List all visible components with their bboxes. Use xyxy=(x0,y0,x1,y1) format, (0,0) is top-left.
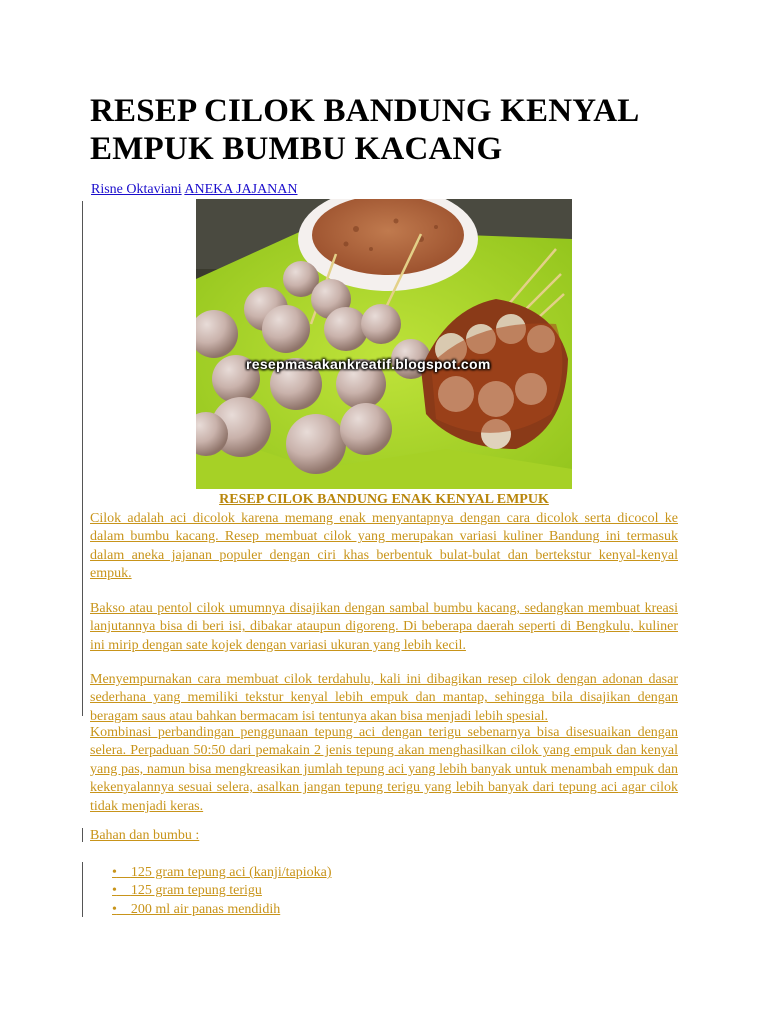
category-link[interactable]: ANEKA JAJANAN xyxy=(184,182,298,197)
list-item xyxy=(112,882,412,900)
bullet-icon: • xyxy=(112,883,117,899)
recipe-photo xyxy=(196,199,572,489)
list-item xyxy=(112,901,412,919)
left-rule-bahan xyxy=(82,828,83,842)
bullet-icon: • xyxy=(112,865,117,880)
list-item xyxy=(112,864,412,882)
left-rule xyxy=(82,201,83,716)
bullet-icon: • xyxy=(112,901,117,917)
image-watermark: resepmasakankreatif.blogspot.com xyxy=(246,356,491,372)
paragraph-2: Bakso atau pentol cilok umumnya disajikan dengan sambal bumbu kacang, sedangkan membuat kreasi lanjutannya bisa di beri isi, dibakar ataupun digoreng. Di beberapa daerah seperti di Bengkulu, kuliner ini mirip dengan sate kojek dengan variasi ukuran yang lebih kecil. xyxy=(90,601,678,653)
paragraph-3: Menyempurnakan cara membuat cilok terdahulu, kali ini dibagikan resep cilok dengan adonan dasar sederhana yang memiliki tekstur kenyal lebih empuk dan mantap, sehingga bila disajikan dengan beragam saus atau bahkan bermacam isi tentunya akan bisa menjadi lebih spesial. xyxy=(90,672,678,724)
paragraph-1: Cilok adalah aci dicolok karena memang enak menyantapnya dengan cara dicolok serta dicocol ke dalam bumbu kacang. Resep membuat cilok yang merupakan variasi kuliner Bandung ini termasuk dalam aneka jajanan populer dengan ciri khas berbentuk bulat-bulat dan bertekstur kenyal-kenyal empuk. xyxy=(90,511,678,582)
image-caption: RESEP CILOK BANDUNG ENAK KENYAL EMPUK xyxy=(219,492,549,507)
ingredients-list xyxy=(112,864,412,919)
ingredient-text: 200 ml air panas mendidih xyxy=(130,901,281,917)
ingredient-text: 125 gram tepung aci (kanji/tapioka) xyxy=(130,865,332,880)
cilok-illustration xyxy=(196,199,572,489)
page-title: RESEP CILOK BANDUNG KENYAL EMPUK BUMBU KACANG xyxy=(90,93,638,167)
ingredient-text: 125 gram tepung terigu xyxy=(130,883,262,899)
paragraph-4: Kombinasi perbandingan penggunaan tepung aci dengan terigu sebenarnya bisa disesuaikan dengan selera. Perpaduan 50:50 dari pemakain 2 jenis tepung akan menghasilkan cilok yang empuk dan kenyal yang pas, namun bisa mengkreasikan jumlah tepung aci yang lebih banyak untuk menambah empuk dan kekenyalannya sesuai selera, asalkan jangan tepung terigu yang lebih banyak dari tepung aci agar cilok tidak menjadi keras. xyxy=(90,725,678,814)
author-link[interactable]: Risne Oktaviani xyxy=(91,182,182,197)
post-meta xyxy=(91,182,298,198)
ingredients-heading: Bahan dan bumbu : xyxy=(90,828,200,843)
left-rule-list xyxy=(82,862,83,917)
